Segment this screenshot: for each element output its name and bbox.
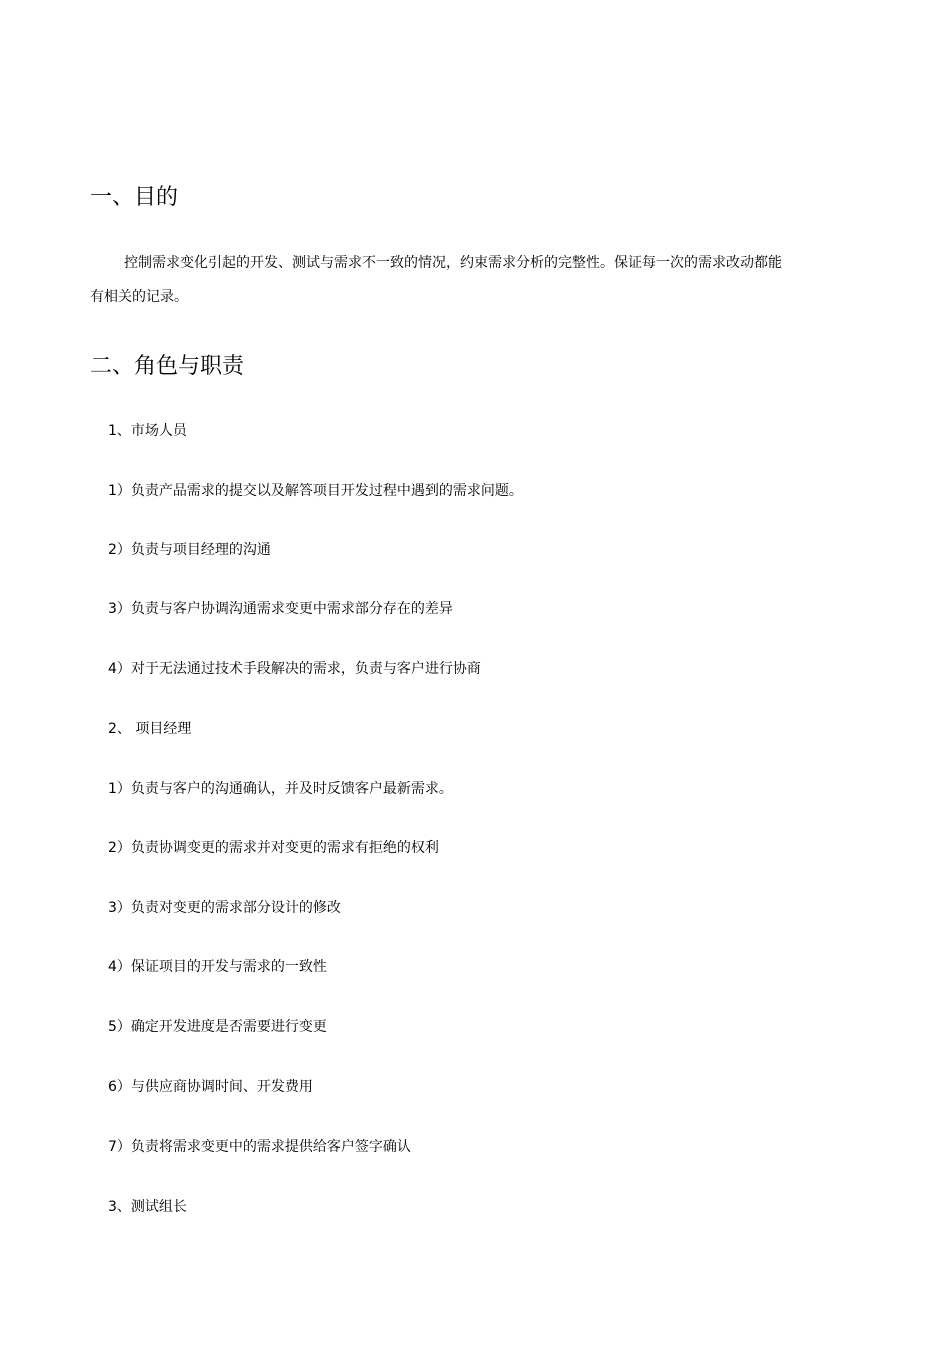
section-heading-roles: 二、角色与职责	[90, 354, 245, 379]
list-item: 4）对于无法通过技术手段解决的需求，负责与客户进行协商	[108, 661, 481, 677]
role-heading-test-lead: 3、测试组长	[108, 1199, 187, 1215]
purpose-paragraph-text: 控制需求变化引起的开发、测试与需求不一致的情况，约束需求分析的完整性。保证每一次的需求改动都能有相关的记录。	[90, 255, 782, 305]
role-heading-marketing: 1、市场人员	[108, 423, 187, 439]
list-item: 2）负责协调变更的需求并对变更的需求有拒绝的权利	[108, 840, 439, 856]
list-item: 3）负责与客户协调沟通需求变更中需求部分存在的差异	[108, 601, 453, 617]
list-item: 6）与供应商协调时间、开发费用	[108, 1079, 313, 1095]
purpose-paragraph	[90, 246, 790, 314]
list-item: 2）负责与项目经理的沟通	[108, 542, 271, 558]
list-item: 7）负责将需求变更中的需求提供给客户签字确认	[108, 1139, 411, 1155]
section-heading-purpose: 一、目的	[90, 185, 179, 210]
list-item: 5）确定开发进度是否需要进行变更	[108, 1019, 327, 1035]
list-item: 1）负责产品需求的提交以及解答项目开发过程中遇到的需求问题。	[108, 483, 523, 499]
list-item: 1）负责与客户的沟通确认，并及时反馈客户最新需求。	[108, 781, 453, 797]
list-item: 3）负责对变更的需求部分设计的修改	[108, 900, 341, 916]
list-item: 4）保证项目的开发与需求的一致性	[108, 959, 327, 975]
role-heading-project-manager: 2、 项目经理	[108, 721, 192, 737]
